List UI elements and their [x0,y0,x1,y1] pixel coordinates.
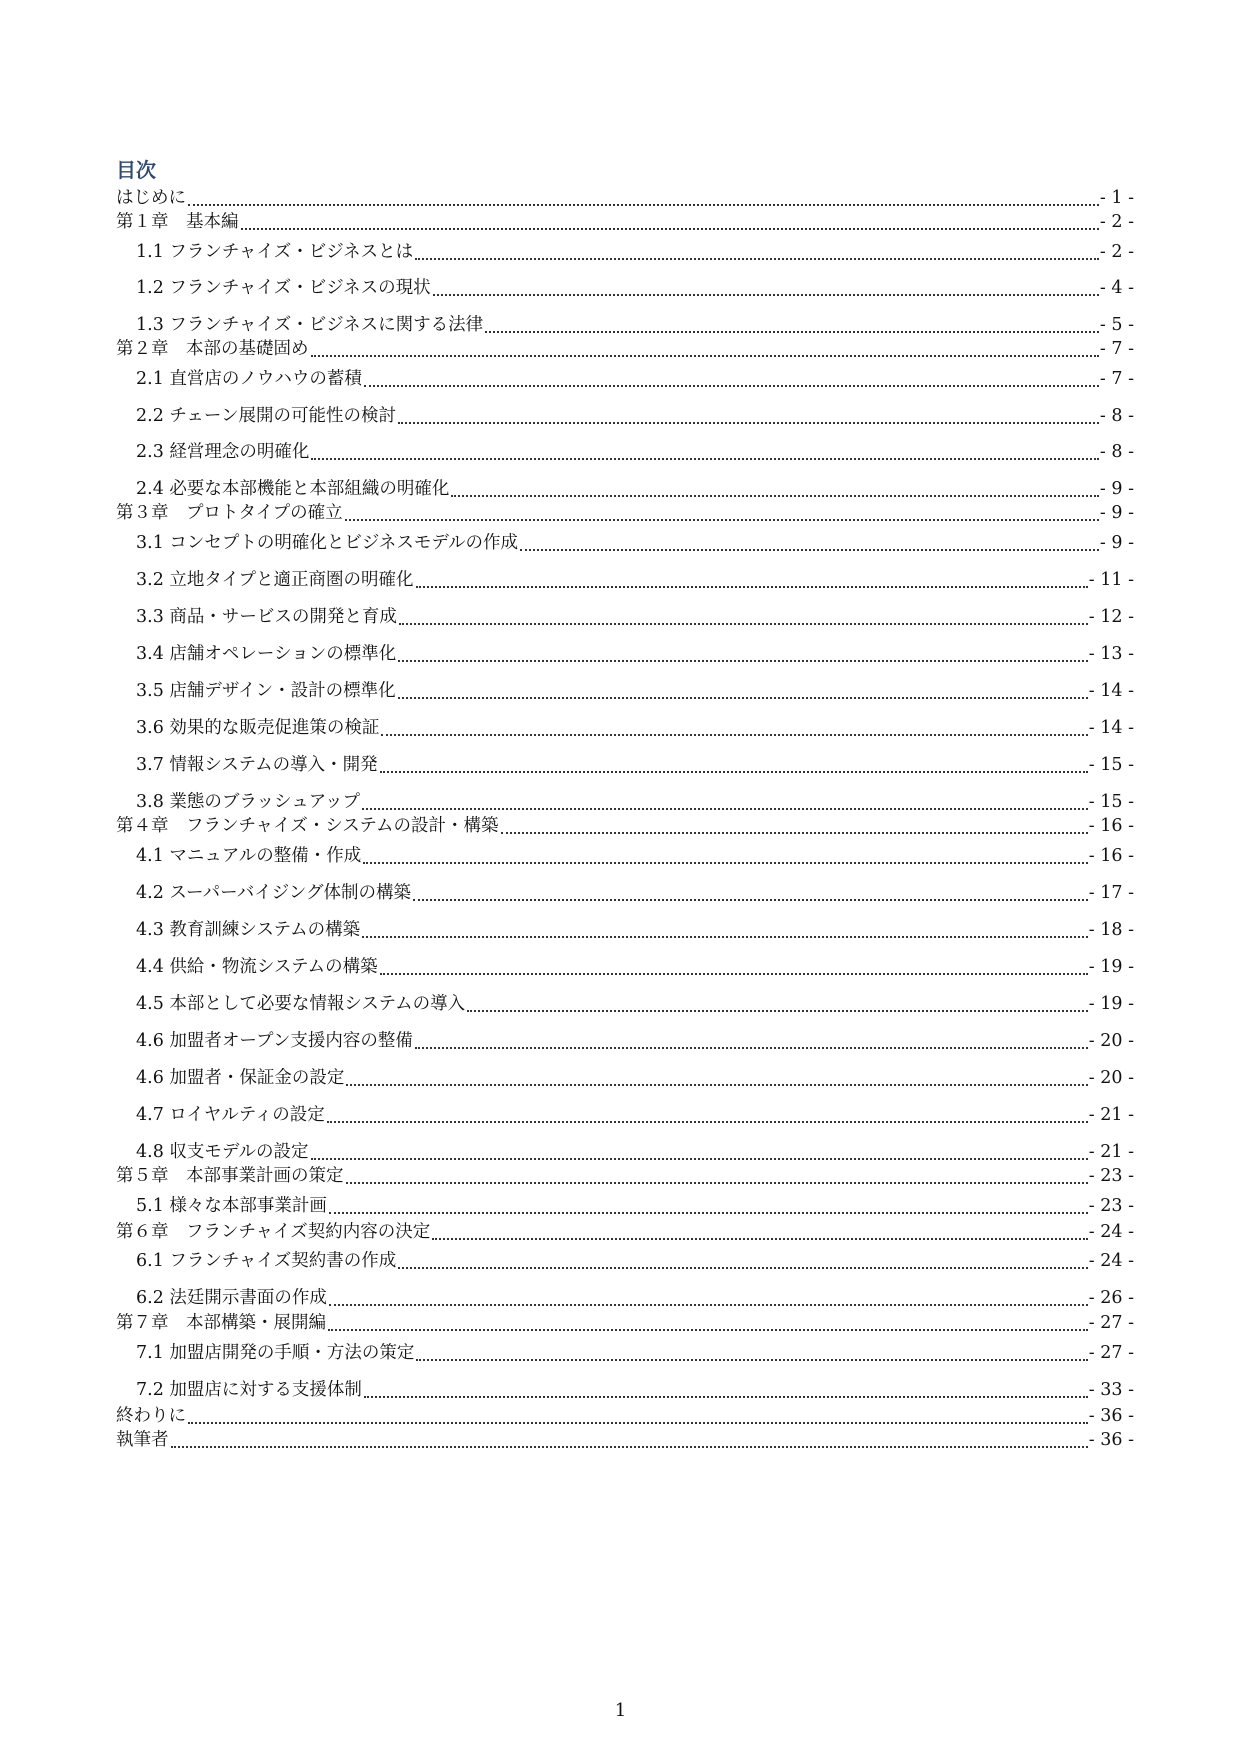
toc-entry-page: - 9 - [1099,479,1134,499]
page-number: 1 [614,1700,627,1721]
toc-entry[interactable] [116,240,1134,264]
toc-leader-dots [364,1376,1088,1398]
toc-entry[interactable] [116,1428,1134,1452]
toc-entry[interactable] [116,918,1134,942]
toc-entry-page: - 12 - [1088,607,1134,627]
toc-entry[interactable] [116,1066,1134,1090]
toc-entry-label: 2.3 経営理念の明確化 [136,442,310,462]
toc-entry-label: 7.2 加盟店に対する支援体制 [136,1380,362,1400]
toc-entry[interactable] [116,955,1134,979]
toc-entry-page: - 11 - [1088,570,1134,590]
toc-entry-label: 2.4 必要な本部機能と本部組織の明確化 [136,479,450,499]
toc-entry-page: - 21 - [1088,1105,1134,1125]
toc-leader-dots [381,714,1087,736]
toc-entry-label: 第２章 本部の基礎固め [116,339,309,359]
toc-entry[interactable] [116,1140,1134,1164]
toc-leader-dots [311,1138,1088,1160]
toc-entry-label: 第７章 本部構築・展開編 [116,1313,326,1333]
toc-entry-label: 第１章 基本編 [116,212,239,232]
toc-entry-label: 第５章 本部事業計画の策定 [116,1166,344,1186]
toc-title: 目次 [116,158,156,182]
toc-leader-dots [241,208,1099,230]
toc-entry-label: 4.6 加盟者オープン支援内容の整備 [136,1031,413,1051]
toc-entry-label: 4.5 本部として必要な情報システムの導入 [136,994,466,1014]
toc-leader-dots [311,438,1099,460]
toc-entry[interactable] [116,753,1134,777]
toc-entry-page: - 9 - [1099,533,1134,553]
toc-entry[interactable] [116,790,1134,814]
toc-leader-dots [188,1402,1088,1424]
toc-leader-dots [416,566,1088,588]
toc-entry[interactable] [116,1378,1134,1402]
toc-entry-page: - 13 - [1088,644,1134,664]
toc-leader-dots [311,335,1099,357]
toc-leader-dots [415,238,1099,260]
toc-entry-page: - 36 - [1088,1406,1134,1426]
toc-entry-label: 3.6 効果的な販売促進策の検証 [136,718,380,738]
toc-entry[interactable] [116,1286,1134,1310]
toc-entry-label: 執筆者 [116,1430,169,1450]
toc-entry-label: 3.7 情報システムの導入・開発 [136,755,378,775]
toc-entry-page: - 27 - [1088,1343,1134,1363]
toc-entry-page: - 19 - [1088,994,1134,1014]
toc-entry-page: - 8 - [1099,406,1134,426]
toc-entry-label: 4.8 収支モデルの設定 [136,1142,309,1162]
toc-entry-page: - 5 - [1099,315,1134,335]
toc-entry-page: - 18 - [1088,920,1134,940]
toc-leader-dots [188,184,1099,206]
toc-leader-dots [398,677,1088,699]
toc-leader-dots [399,603,1088,625]
toc-leader-dots [364,365,1099,387]
toc-entry-label: 4.2 スーパーバイジング体制の構築 [136,883,411,903]
toc-entry-page: - 15 - [1088,792,1134,812]
toc-entry-page: - 14 - [1088,718,1134,738]
toc-entry[interactable] [116,501,1134,525]
toc-entry[interactable] [116,1103,1134,1127]
toc-entry-page: - 2 - [1099,242,1134,262]
toc-entry-label: 3.1 コンセプトの明確化とビジネスモデルの作成 [136,533,518,553]
toc-entry-label: 第６章 フランチャイズ契約内容の決定 [116,1222,431,1242]
toc-entry[interactable] [116,1194,1134,1218]
toc-entry-label: 終わりに [116,1406,186,1426]
toc-entry-label: 1.2 フランチャイズ・ビジネスの現状 [136,278,431,298]
toc-leader-dots [327,1101,1088,1123]
toc-entry[interactable] [116,881,1134,905]
toc-entry-page: - 26 - [1088,1288,1134,1308]
toc-entry[interactable] [116,367,1134,391]
toc-entry[interactable] [116,276,1134,300]
toc-entry-page: - 23 - [1088,1196,1134,1216]
toc-leader-dots [329,1284,1088,1306]
toc-leader-dots [467,990,1088,1012]
toc-entry-label: 3.4 店舗オペレーションの標準化 [136,644,397,664]
toc-entry[interactable] [116,404,1134,428]
toc-leader-dots [398,1247,1088,1269]
toc-entry-page: - 24 - [1088,1251,1134,1271]
toc-entry-label: 3.8 業態のブラッシュアップ [136,792,360,812]
toc-entry-page: - 7 - [1099,369,1134,389]
toc-entry[interactable] [116,477,1134,501]
toc-entry-page: - 15 - [1088,755,1134,775]
toc-entry[interactable] [116,605,1134,629]
toc-entry-page: - 36 - [1088,1430,1134,1450]
toc-entry[interactable] [116,679,1134,703]
toc-entry[interactable] [116,1249,1134,1273]
toc-entry[interactable] [116,531,1134,555]
toc-leader-dots [416,1339,1087,1361]
toc-entry[interactable] [116,1341,1134,1365]
toc-leader-dots [398,402,1099,424]
toc-entry-page: - 27 - [1088,1313,1134,1333]
toc-entry[interactable] [116,1404,1134,1428]
toc-leader-dots [433,274,1099,296]
toc-leader-dots [380,953,1088,975]
toc-entry-page: - 21 - [1088,1142,1134,1162]
toc-entry-label: 3.2 立地タイプと適正商圏の明確化 [136,570,414,590]
toc-leader-dots [362,916,1088,938]
toc-entry-label: 6.1 フランチャイズ契約書の作成 [136,1251,397,1271]
toc-entry-page: - 19 - [1088,957,1134,977]
toc-leader-dots [346,1064,1087,1086]
toc-entry-label: 第３章 プロトタイプの確立 [116,503,343,523]
toc-leader-dots [413,879,1088,901]
toc-entry-page: - 16 - [1088,816,1134,836]
toc-leader-dots [329,1192,1088,1214]
toc-entry[interactable] [116,313,1134,337]
toc-leader-dots [363,842,1088,864]
toc-leader-dots [485,311,1099,333]
toc-leader-dots [171,1426,1088,1448]
toc-entry[interactable] [116,844,1134,868]
toc-entry[interactable] [116,1220,1134,1244]
toc-entry[interactable] [116,186,1134,210]
toc-entry-label: 4.1 マニュアルの整備・作成 [136,846,362,866]
toc-entry[interactable] [116,337,1134,361]
toc-leader-dots [328,1309,1088,1331]
toc-entry-label: 7.1 加盟店開発の手順・方法の策定 [136,1343,415,1363]
toc-entry-label: 1.1 フランチャイズ・ビジネスとは [136,242,414,262]
toc-entry-label: はじめに [116,188,186,208]
toc-entry[interactable] [116,1164,1134,1188]
toc-entry[interactable] [116,814,1134,838]
toc-entry-page: - 16 - [1088,846,1134,866]
toc-entry-page: - 20 - [1088,1031,1134,1051]
toc-entry[interactable] [116,642,1134,666]
toc-entry[interactable] [116,1311,1134,1335]
toc-entry[interactable] [116,568,1134,592]
toc-entry[interactable] [116,1029,1134,1053]
toc-entry-label: 3.5 店舗デザイン・設計の標準化 [136,681,396,701]
toc-leader-dots [380,751,1088,773]
toc-entry-page: - 14 - [1088,681,1134,701]
toc-leader-dots [451,475,1099,497]
toc-entry-page: - 2 - [1099,212,1134,232]
toc-leader-dots [432,1218,1087,1240]
toc-entry-page: - 9 - [1099,503,1134,523]
toc-leader-dots [501,812,1088,834]
toc-entry-label: 6.2 法廷開示書面の作成 [136,1288,327,1308]
toc-entry-label: 3.3 商品・サービスの開発と育成 [136,607,397,627]
toc-entry[interactable] [116,716,1134,740]
toc-entry-page: - 1 - [1099,188,1134,208]
toc-entry-label: 2.2 チェーン展開の可能性の検討 [136,406,397,426]
toc-entry-label: 4.6 加盟者・保証金の設定 [136,1068,345,1088]
toc-entry-page: - 17 - [1088,883,1134,903]
toc-leader-dots [346,1162,1088,1184]
toc-entry[interactable] [116,992,1134,1016]
toc-entry-label: 第４章 フランチャイズ・システムの設計・構築 [116,816,499,836]
toc-entry[interactable] [116,440,1134,464]
toc-entry-page: - 33 - [1088,1380,1134,1400]
toc-entry-page: - 23 - [1088,1166,1134,1186]
toc-entry-page: - 8 - [1099,442,1134,462]
toc-entry-page: - 7 - [1099,339,1134,359]
toc-entry-page: - 24 - [1088,1222,1134,1242]
toc-entry-label: 1.3 フランチャイズ・ビジネスに関する法律 [136,315,484,335]
toc-entry-page: - 20 - [1088,1068,1134,1088]
toc-entry-label: 4.4 供給・物流システムの構築 [136,957,378,977]
toc-entry-label: 2.1 直営店のノウハウの蓄積 [136,369,362,389]
toc-leader-dots [362,788,1088,810]
toc-leader-dots [398,640,1088,662]
toc-entry-page: - 4 - [1099,278,1134,298]
toc-entry-label: 4.7 ロイヤルティの設定 [136,1105,325,1125]
toc-leader-dots [345,499,1099,521]
toc-leader-dots [415,1027,1088,1049]
toc-entry-label: 5.1 様々な本部事業計画 [136,1196,327,1216]
toc-entry-label: 4.3 教育訓練システムの構築 [136,920,361,940]
toc-leader-dots [520,529,1099,551]
toc-entry[interactable] [116,210,1134,234]
